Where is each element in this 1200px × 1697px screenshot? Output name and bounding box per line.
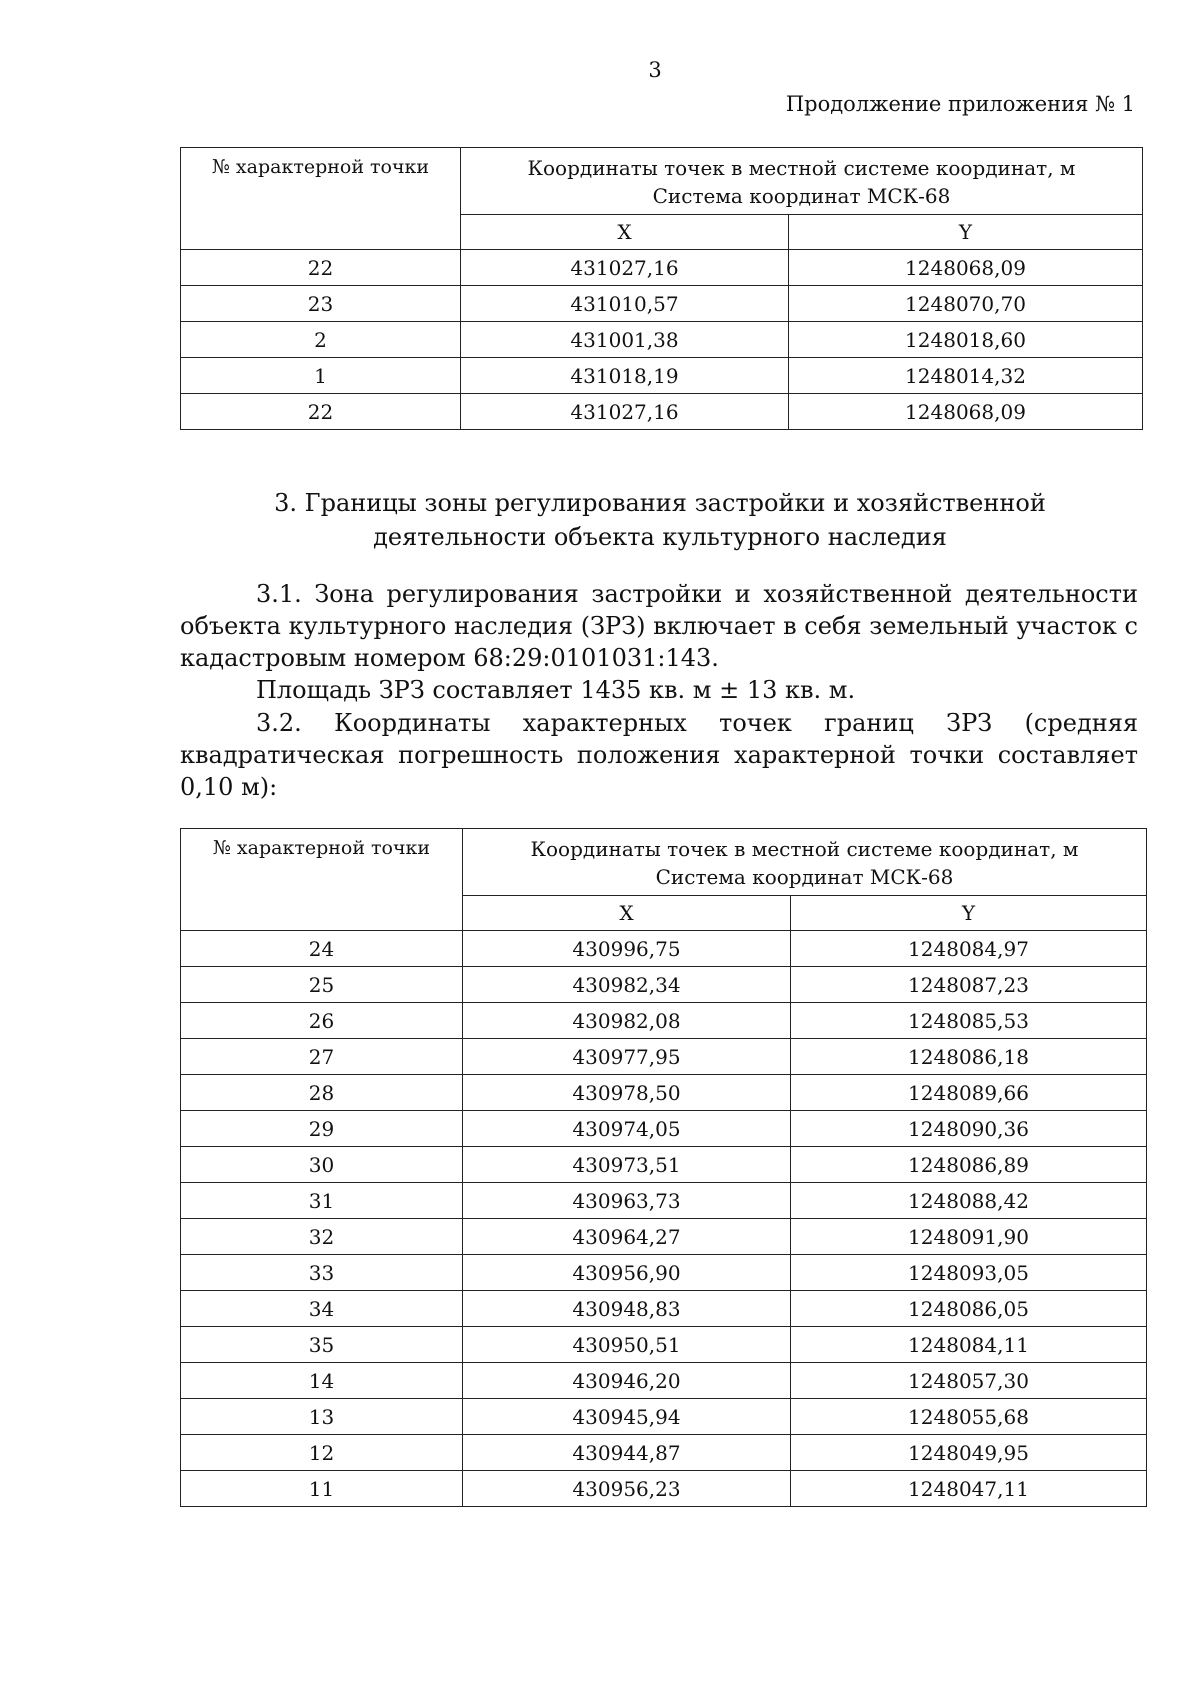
header-system-line2: Система координат МСК-68 bbox=[655, 865, 954, 889]
table-row bbox=[181, 1147, 1147, 1183]
cell-y: 1248085,53 bbox=[791, 1003, 1147, 1039]
page-number: 3 bbox=[648, 58, 662, 82]
cell-point-number: 12 bbox=[181, 1435, 463, 1471]
cell-y: 1248047,11 bbox=[791, 1471, 1147, 1507]
cell-point-number: 23 bbox=[181, 286, 461, 322]
cell-point-number: 30 bbox=[181, 1147, 463, 1183]
table-row bbox=[181, 286, 1143, 322]
table-row bbox=[181, 967, 1147, 1003]
table-row bbox=[181, 1255, 1147, 1291]
cell-point-number: 31 bbox=[181, 1183, 463, 1219]
header-y: Y bbox=[789, 215, 1143, 250]
cell-point-number: 32 bbox=[181, 1219, 463, 1255]
cell-x: 431027,16 bbox=[461, 250, 789, 286]
table-row bbox=[181, 394, 1143, 430]
cell-point-number: 24 bbox=[181, 931, 463, 967]
cell-y: 1248068,09 bbox=[789, 250, 1143, 286]
cell-point-number: 27 bbox=[181, 1039, 463, 1075]
cell-point-number: 28 bbox=[181, 1075, 463, 1111]
cell-point-number: 35 bbox=[181, 1327, 463, 1363]
cell-y: 1248086,89 bbox=[791, 1147, 1147, 1183]
cell-x: 430963,73 bbox=[463, 1183, 791, 1219]
cell-point-number: 14 bbox=[181, 1363, 463, 1399]
cell-x: 430982,08 bbox=[463, 1003, 791, 1039]
header-point-number: № характерной точки bbox=[181, 148, 461, 250]
table-row bbox=[181, 1039, 1147, 1075]
cell-point-number: 1 bbox=[181, 358, 461, 394]
cell-point-number: 22 bbox=[181, 394, 461, 430]
cell-y: 1248055,68 bbox=[791, 1399, 1147, 1435]
cell-point-number: 26 bbox=[181, 1003, 463, 1039]
cell-x: 431001,38 bbox=[461, 322, 789, 358]
cell-y: 1248057,30 bbox=[791, 1363, 1147, 1399]
paragraph-3-1-text: 3.1. Зона регулирования застройки и хозяйственной деятельности объекта культурного наследия (ЗРЗ) включает в себя земельный участок с кадастровым номером 68:29:0101031:143. bbox=[180, 580, 1138, 672]
table-row bbox=[181, 1363, 1147, 1399]
cell-point-number: 22 bbox=[181, 250, 461, 286]
cell-x: 430978,50 bbox=[463, 1075, 791, 1111]
cell-y: 1248090,36 bbox=[791, 1111, 1147, 1147]
cell-y: 1248049,95 bbox=[791, 1435, 1147, 1471]
cell-x: 430974,05 bbox=[463, 1111, 791, 1147]
cell-x: 430956,23 bbox=[463, 1471, 791, 1507]
table-header-row bbox=[181, 829, 1147, 896]
paragraph-3-2 bbox=[180, 707, 1138, 803]
table-row bbox=[181, 1435, 1147, 1471]
continuation-label: Продолжение приложения № 1 bbox=[785, 92, 1135, 116]
table-row bbox=[181, 1075, 1147, 1111]
table-row bbox=[181, 1327, 1147, 1363]
cell-x: 430964,27 bbox=[463, 1219, 791, 1255]
table-row bbox=[181, 250, 1143, 286]
paragraph-area bbox=[180, 674, 1138, 706]
cell-x: 430973,51 bbox=[463, 1147, 791, 1183]
table-row bbox=[181, 1111, 1147, 1147]
cell-y: 1248086,18 bbox=[791, 1039, 1147, 1075]
cell-x: 430945,94 bbox=[463, 1399, 791, 1435]
table-header-row bbox=[181, 148, 1143, 215]
paragraph-3-2-text: 3.2. Координаты характерных точек границ ЗРЗ (средняя квадратическая погрешность положения характерной точки составляет 0,10 м): bbox=[180, 709, 1138, 801]
header-coordinate-system bbox=[463, 829, 1147, 896]
cell-point-number: 33 bbox=[181, 1255, 463, 1291]
table-row bbox=[181, 1183, 1147, 1219]
paragraph-3-1 bbox=[180, 578, 1138, 674]
table-row bbox=[181, 1291, 1147, 1327]
cell-y: 1248087,23 bbox=[791, 967, 1147, 1003]
coordinates-table-1 bbox=[180, 147, 1143, 430]
cell-y: 1248093,05 bbox=[791, 1255, 1147, 1291]
table-row bbox=[181, 931, 1147, 967]
cell-y: 1248070,70 bbox=[789, 286, 1143, 322]
cell-x: 431027,16 bbox=[461, 394, 789, 430]
header-coordinate-system bbox=[461, 148, 1143, 215]
cell-y: 1248089,66 bbox=[791, 1075, 1147, 1111]
section-3-heading bbox=[180, 486, 1140, 554]
table-row bbox=[181, 1219, 1147, 1255]
cell-x: 430996,75 bbox=[463, 931, 791, 967]
coordinates-table-2 bbox=[180, 828, 1147, 1507]
cell-point-number: 11 bbox=[181, 1471, 463, 1507]
cell-x: 430956,90 bbox=[463, 1255, 791, 1291]
cell-point-number: 25 bbox=[181, 967, 463, 1003]
table-row bbox=[181, 358, 1143, 394]
coordinates-table-2-body bbox=[181, 829, 1147, 1507]
cell-y: 1248018,60 bbox=[789, 322, 1143, 358]
cell-y: 1248086,05 bbox=[791, 1291, 1147, 1327]
table-row bbox=[181, 1471, 1147, 1507]
coordinates-table-1-body bbox=[181, 148, 1143, 430]
cell-point-number: 34 bbox=[181, 1291, 463, 1327]
cell-x: 430982,34 bbox=[463, 967, 791, 1003]
cell-x: 431010,57 bbox=[461, 286, 789, 322]
table-row bbox=[181, 322, 1143, 358]
cell-point-number: 2 bbox=[181, 322, 461, 358]
header-y: Y bbox=[791, 896, 1147, 931]
section-heading-line2: деятельности объекта культурного наследия bbox=[373, 523, 947, 551]
cell-x: 430944,87 bbox=[463, 1435, 791, 1471]
cell-x: 430946,20 bbox=[463, 1363, 791, 1399]
cell-x: 430950,51 bbox=[463, 1327, 791, 1363]
cell-point-number: 29 bbox=[181, 1111, 463, 1147]
cell-y: 1248091,90 bbox=[791, 1219, 1147, 1255]
cell-y: 1248084,11 bbox=[791, 1327, 1147, 1363]
cell-y: 1248014,32 bbox=[789, 358, 1143, 394]
header-system-line2: Система координат МСК-68 bbox=[652, 184, 951, 208]
paragraph-area-text: Площадь ЗРЗ составляет 1435 кв. м ± 13 кв. м. bbox=[256, 676, 856, 704]
cell-x: 430948,83 bbox=[463, 1291, 791, 1327]
header-system-line1: Координаты точек в местной системе координат, м bbox=[527, 156, 1076, 180]
cell-point-number: 13 bbox=[181, 1399, 463, 1435]
cell-y: 1248084,97 bbox=[791, 931, 1147, 967]
cell-x: 430977,95 bbox=[463, 1039, 791, 1075]
header-x: X bbox=[461, 215, 789, 250]
header-x: X bbox=[463, 896, 791, 931]
table-row bbox=[181, 1003, 1147, 1039]
cell-y: 1248068,09 bbox=[789, 394, 1143, 430]
cell-x: 431018,19 bbox=[461, 358, 789, 394]
header-system-line1: Координаты точек в местной системе координат, м bbox=[530, 837, 1079, 861]
section-heading-line1: 3. Границы зоны регулирования застройки и хозяйственной bbox=[274, 489, 1046, 517]
cell-y: 1248088,42 bbox=[791, 1183, 1147, 1219]
table-row bbox=[181, 1399, 1147, 1435]
header-point-number: № характерной точки bbox=[181, 829, 463, 931]
